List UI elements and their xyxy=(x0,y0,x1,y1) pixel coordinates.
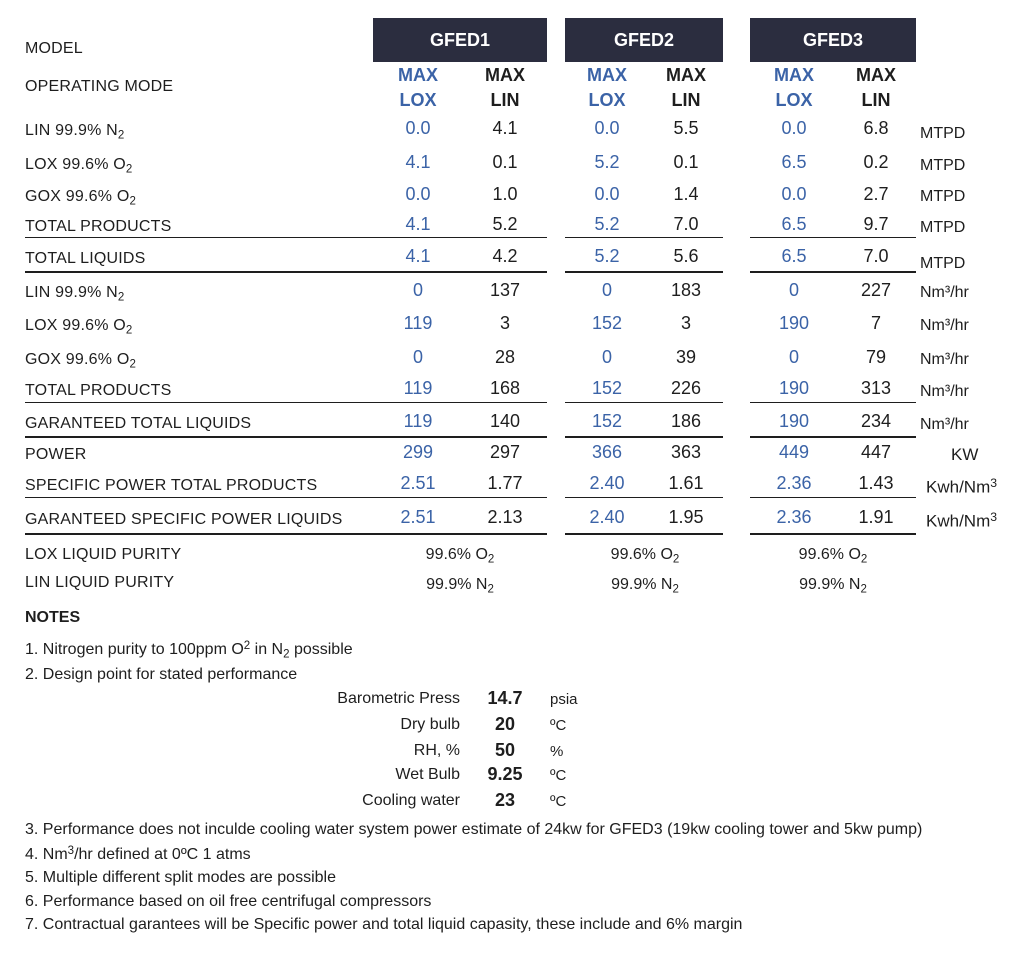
cell-gar-total-liq-2: 152 xyxy=(591,411,623,431)
note-3: 3. Performance does not inculde cooling water system power estimate of 24kw for GFED3 (19kw cooling tower and 5kw pump) xyxy=(25,821,923,838)
mode-max-lox-gfed1: MAX LOX xyxy=(398,65,438,110)
cell-total-prod-nm3-2: 152 xyxy=(591,378,623,398)
note-2: 2. Design point for stated performance xyxy=(25,666,298,683)
table-divider xyxy=(565,271,723,273)
cell-gox-nm3-3: 39 xyxy=(675,347,697,367)
lin-purity-gfed3: 99.9% $N_2$ xyxy=(799,576,867,596)
cell-lox-mtpd-3: 0.1 xyxy=(673,152,699,172)
table-divider xyxy=(565,237,723,238)
cell-spec-power-total-2: 2.40 xyxy=(589,473,625,493)
cell-spec-power-total-4: 2.36 xyxy=(776,473,812,493)
table-divider xyxy=(750,436,916,438)
cell-total-prod-mtpd-2: 5.2 xyxy=(594,214,620,234)
cell-total-liq-mtpd-2: 5.2 xyxy=(594,246,620,266)
cell-total-prod-nm3-3: 226 xyxy=(670,378,702,398)
cell-power-2: 366 xyxy=(591,442,623,462)
cell-total-prod-nm3-5: 313 xyxy=(860,378,892,398)
lox-purity-label: LOX LIQUID PURITY xyxy=(25,546,182,563)
lin-purity-label: LIN LIQUID PURITY xyxy=(25,574,175,591)
cell-lin-nm3-3: 183 xyxy=(670,280,702,300)
table-divider xyxy=(25,237,547,238)
cell-lin-nm3-5: 227 xyxy=(860,280,892,300)
design-value: 23 xyxy=(494,790,516,810)
cell-gar-total-liq-4: 190 xyxy=(778,411,810,431)
cell-gar-spec-power-liq-4: 2.36 xyxy=(776,507,812,527)
model-header-gfed2: GFED2 xyxy=(565,18,723,62)
table-divider xyxy=(750,497,916,498)
mode-max-lin-gfed2: MAX LIN xyxy=(666,65,706,110)
cell-lox-mtpd-0: 4.1 xyxy=(405,152,431,172)
table-divider xyxy=(25,436,547,438)
cell-lox-nm3-4: 190 xyxy=(778,313,810,333)
row-label-lox-nm3: LOX 99.6% $O_2$ xyxy=(25,317,133,337)
cell-power-5: 447 xyxy=(860,442,892,462)
cell-total-liq-mtpd-0: 4.1 xyxy=(405,246,431,266)
cell-gar-spec-power-liq-3: 1.95 xyxy=(668,507,704,527)
lox-purity-gfed1: 99.6% $O_2$ xyxy=(425,546,495,566)
cell-lox-nm3-5: 7 xyxy=(870,313,882,333)
cell-total-liq-mtpd-1: 4.2 xyxy=(492,246,518,266)
unit-gox-mtpd: MTPD xyxy=(920,188,966,205)
model-header-gfed3: GFED3 xyxy=(750,18,916,62)
design-value: 14.7 xyxy=(487,688,523,708)
table-divider xyxy=(565,402,723,403)
cell-gox-nm3-4: 0 xyxy=(788,347,800,367)
cell-total-prod-mtpd-3: 7.0 xyxy=(673,214,699,234)
cell-power-0: 299 xyxy=(402,442,434,462)
cell-gar-spec-power-liq-0: 2.51 xyxy=(400,507,436,527)
cell-gox-nm3-5: 79 xyxy=(865,347,887,367)
design-value: 20 xyxy=(494,714,516,734)
unit-total-prod-mtpd: MTPD xyxy=(920,219,966,236)
row-label-total-prod-mtpd: TOTAL PRODUCTS xyxy=(25,218,172,235)
cell-lin-mtpd-3: 5.5 xyxy=(673,118,699,138)
note-1: 1. Nitrogen purity to 100ppm $O^2$ in $N_2$ possible xyxy=(25,640,353,661)
cell-lox-nm3-0: 119 xyxy=(403,313,433,333)
cell-gar-total-liq-5: 234 xyxy=(860,411,892,431)
row-label-gar-total-liq: GARANTEED TOTAL LIQUIDS xyxy=(25,415,252,432)
cell-total-prod-nm3-1: 168 xyxy=(489,378,521,398)
unit-total-prod-nm3: Nm³/hr xyxy=(920,383,969,400)
row-label-spec-power-total: SPECIFIC POWER TOTAL PRODUCTS xyxy=(25,477,318,494)
unit-lin-nm3: Nm³/hr xyxy=(920,284,969,301)
design-unit: psia xyxy=(550,691,578,708)
cell-gar-spec-power-liq-5: 1.91 xyxy=(858,507,894,527)
table-divider xyxy=(565,436,723,438)
cell-gar-total-liq-3: 186 xyxy=(670,411,702,431)
design-label: Dry bulb xyxy=(400,716,460,733)
cell-lin-nm3-4: 0 xyxy=(788,280,800,300)
cell-lox-nm3-2: 152 xyxy=(591,313,623,333)
cell-spec-power-total-5: 1.43 xyxy=(858,473,894,493)
unit-gar-total-liq: Nm³/hr xyxy=(920,416,969,433)
cell-lox-nm3-3: 3 xyxy=(680,313,692,333)
model-label: MODEL xyxy=(25,40,83,57)
row-label-lin-nm3: LIN 99.9% $N_2$ xyxy=(25,284,125,304)
cell-total-prod-nm3-0: 119 xyxy=(403,378,433,398)
design-unit: % xyxy=(550,743,564,760)
lox-purity-gfed2: 99.6% $O_2$ xyxy=(610,546,680,566)
cell-gar-total-liq-0: 119 xyxy=(403,411,433,431)
cell-gar-spec-power-liq-1: 2.13 xyxy=(487,507,523,527)
lox-purity-gfed3: 99.6% $O_2$ xyxy=(798,546,868,566)
design-value: 50 xyxy=(494,740,516,760)
cell-lin-mtpd-1: 4.1 xyxy=(492,118,518,138)
table-divider xyxy=(750,271,916,273)
cell-spec-power-total-1: 1.77 xyxy=(487,473,523,493)
table-divider xyxy=(750,237,916,238)
row-label-total-prod-nm3: TOTAL PRODUCTS xyxy=(25,382,172,399)
cell-lin-nm3-1: 137 xyxy=(489,280,521,300)
lin-purity-gfed2: 99.9% $N_2$ xyxy=(611,576,679,596)
unit-gox-nm3: Nm³/hr xyxy=(920,351,969,368)
row-label-power: POWER xyxy=(25,446,87,463)
cell-spec-power-total-0: 2.51 xyxy=(400,473,436,493)
note-4: 4. Nm$^3$/hr defined at 0ºC 1 atms xyxy=(25,845,251,864)
design-unit: ºC xyxy=(550,767,567,784)
design-label: RH, % xyxy=(413,742,460,759)
design-label: Wet Bulb xyxy=(395,766,460,783)
unit-kwh-gar-spec-power-liq: Kwh/Nm$^3$ xyxy=(926,510,998,531)
notes-heading: NOTES xyxy=(25,609,81,626)
cell-total-liq-mtpd-5: 7.0 xyxy=(863,246,889,266)
unit-power: KW xyxy=(951,445,979,464)
cell-lox-mtpd-4: 6.5 xyxy=(781,152,807,172)
unit-total-liq-mtpd: MTPD xyxy=(920,255,966,272)
note-7: 7. Contractual garantees will be Specific power and total liquid capasity, these include and 6% margin xyxy=(25,916,743,933)
cell-gox-mtpd-2: 0.0 xyxy=(594,184,620,204)
note-5: 5. Multiple different split modes are possible xyxy=(25,869,336,886)
row-label-lox-mtpd: LOX 99.6% $O_2$ xyxy=(25,156,133,176)
unit-lox-mtpd: MTPD xyxy=(920,157,966,174)
table-divider xyxy=(25,497,547,498)
cell-lin-mtpd-4: 0.0 xyxy=(781,118,807,138)
row-label-gar-spec-power-liq: GARANTEED SPECIFIC POWER LIQUIDS xyxy=(25,511,343,528)
row-label-lin-mtpd: LIN 99.9% $N_2$ xyxy=(25,122,125,142)
cell-gar-spec-power-liq-2: 2.40 xyxy=(589,507,625,527)
row-label-total-liq-mtpd: TOTAL LIQUIDS xyxy=(25,250,146,267)
cell-total-liq-mtpd-4: 6.5 xyxy=(781,246,807,266)
cell-total-prod-mtpd-4: 6.5 xyxy=(781,214,807,234)
lin-purity-gfed1: 99.9% $N_2$ xyxy=(426,576,494,596)
table-divider xyxy=(750,402,916,403)
cell-gox-mtpd-1: 1.0 xyxy=(492,184,518,204)
design-label: Barometric Press xyxy=(337,690,460,707)
design-value: 9.25 xyxy=(487,764,523,784)
cell-power-4: 449 xyxy=(778,442,810,462)
cell-lin-mtpd-2: 0.0 xyxy=(594,118,620,138)
mode-max-lox-gfed3: MAX LOX xyxy=(774,65,814,110)
cell-gox-nm3-0: 0 xyxy=(412,347,424,367)
operating-mode-label: OPERATING MODE xyxy=(25,78,174,95)
cell-lin-nm3-0: 0 xyxy=(412,280,424,300)
mode-max-lin-gfed3: MAX LIN xyxy=(856,65,896,110)
table-divider xyxy=(25,533,547,535)
table-divider xyxy=(750,533,916,535)
cell-lox-nm3-1: 3 xyxy=(499,313,511,333)
cell-gox-mtpd-3: 1.4 xyxy=(673,184,699,204)
row-label-gox-nm3: GOX 99.6% $O_2$ xyxy=(25,351,137,371)
mode-max-lox-gfed2: MAX LOX xyxy=(587,65,627,110)
cell-lin-nm3-2: 0 xyxy=(601,280,613,300)
cell-gox-nm3-2: 0 xyxy=(601,347,613,367)
unit-kwh-spec-power-total: Kwh/Nm$^3$ xyxy=(926,476,998,497)
cell-power-3: 363 xyxy=(670,442,702,462)
cell-lox-mtpd-2: 5.2 xyxy=(594,152,620,172)
design-label: Cooling water xyxy=(362,792,460,809)
cell-lox-mtpd-1: 0.1 xyxy=(492,152,518,172)
cell-total-prod-mtpd-1: 5.2 xyxy=(492,214,518,234)
design-unit: ºC xyxy=(550,717,567,734)
design-unit: ºC xyxy=(550,793,567,810)
unit-lox-nm3: Nm³/hr xyxy=(920,317,969,334)
table-divider xyxy=(25,402,547,403)
mode-max-lin-gfed1: MAX LIN xyxy=(485,65,525,110)
cell-gar-total-liq-1: 140 xyxy=(489,411,521,431)
cell-gox-nm3-1: 28 xyxy=(494,347,516,367)
row-label-gox-mtpd: GOX 99.6% $O_2$ xyxy=(25,188,137,208)
cell-lox-mtpd-5: 0.2 xyxy=(863,152,889,172)
cell-total-prod-mtpd-5: 9.7 xyxy=(863,214,889,234)
cell-power-1: 297 xyxy=(489,442,521,462)
cell-total-prod-mtpd-0: 4.1 xyxy=(405,214,431,234)
cell-gox-mtpd-5: 2.7 xyxy=(863,184,889,204)
cell-total-prod-nm3-4: 190 xyxy=(778,378,810,398)
cell-lin-mtpd-5: 6.8 xyxy=(863,118,889,138)
table-divider xyxy=(565,533,723,535)
model-header-gfed1: GFED1 xyxy=(373,18,547,62)
table-divider xyxy=(25,271,547,273)
cell-gox-mtpd-0: 0.0 xyxy=(405,184,431,204)
cell-spec-power-total-3: 1.61 xyxy=(668,473,704,493)
cell-total-liq-mtpd-3: 5.6 xyxy=(673,246,699,266)
table-divider xyxy=(565,497,723,498)
note-6: 6. Performance based on oil free centrifugal compressors xyxy=(25,893,432,910)
unit-lin-mtpd: MTPD xyxy=(920,125,966,142)
cell-lin-mtpd-0: 0.0 xyxy=(405,118,431,138)
cell-gox-mtpd-4: 0.0 xyxy=(781,184,807,204)
